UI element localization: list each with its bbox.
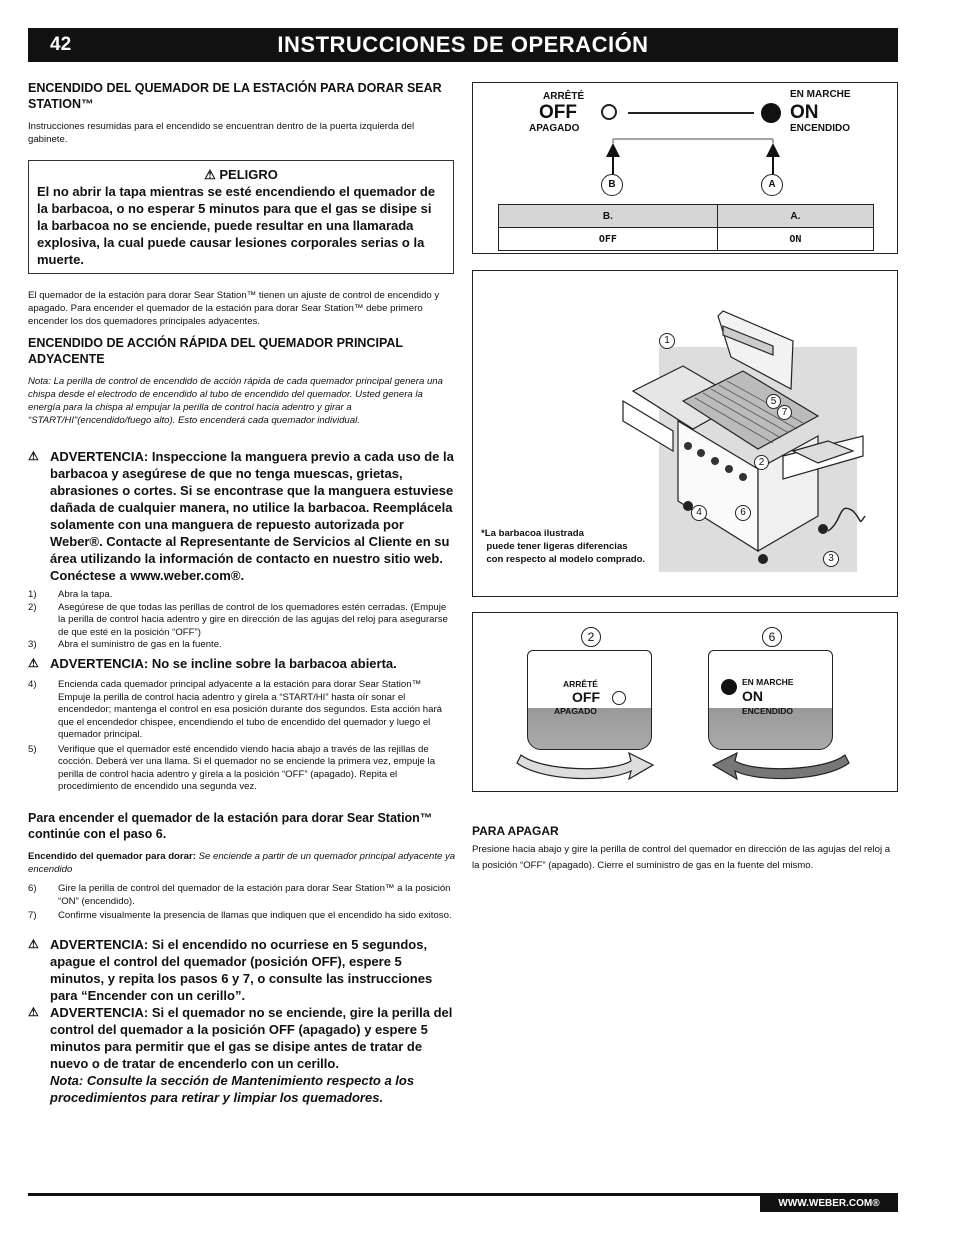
callout-2-knob: 2 <box>581 627 601 647</box>
knob-figure <box>472 612 898 792</box>
grill-caption: *La barbacoa ilustrada puede tener ligeras diferencias con respecto al modelo comprado. <box>481 528 646 565</box>
warning-hose-text: ADVERTENCIA: Inspeccione la manguera previo a cada uso de la barbacoa y asegúrese de que no tenga muescas, grietas, abrasiones o cortes. Si se encontrase que la manguera estuviese dañada de cualquier manera, no utilice la barbacoa. Reemplácela solamente con una manguera de repuesto autorizada por Weber®. Contacte al Representante de Servicios al Cliente en su área utilizando la información de contacto en nuestro sitio web. Conéctese a www.weber.com®. <box>50 449 454 583</box>
page-header <box>28 28 898 62</box>
maintenance-note: Nota: Consulte la sección de Mantenimiento respecto a los procedimientos para retirar y limpiar los quemadores. <box>50 1073 415 1105</box>
warning-hose <box>28 448 456 584</box>
turn-off-text: Presione hacia abajo y gire la perilla de control del quemador en dirección de las agujas del reloj a la posición “OFF” (apagado). Cierre el suministro de gas en la fuente del mismo. <box>472 844 891 871</box>
knob-on-es: ENCENDIDO <box>742 706 794 716</box>
warning-no-ignite-text: ADVERTENCIA: Si el encendido no ocurriese en 5 segundos, apague el control del quemador (posición OFF), espere 5 minutos, y repita los pasos 6 y 7, o consulte las instrucciones para “Encender con un cerillo”. <box>50 937 433 1003</box>
danger-text: El no abrir la tapa mientras se esté encendiendo el quemador de la barbacoa, o no esperar 5 minutos para que el gas se disipe si la barbacoa no se enciende, puede resultar en una llamarada explosiva, la cual puede causar lesiones corporales serias o la muerte. <box>37 184 436 267</box>
knob-off-es: APAGADO <box>554 706 597 716</box>
summary-text: Instrucciones resumidas para el encendido se encuentran dentro de la puerta izquierda del gabinete. <box>28 121 415 145</box>
on-label-fr: EN MARCHE <box>790 89 851 100</box>
off-label: OFF <box>539 102 577 123</box>
knob-on-fr: EN MARCHE <box>742 677 794 687</box>
danger-title: ⚠ PELIGRO <box>204 167 278 182</box>
knob-on-label: ON <box>742 688 763 704</box>
list-item: 7) Confirme visualmente la presencia de llamas que indiquen que el encendido ha sido exitoso. <box>28 910 452 921</box>
callout-7: 7 <box>777 405 792 420</box>
callout-6: 6 <box>735 505 751 521</box>
danger-box <box>28 160 454 274</box>
callout-6-knob: 6 <box>762 627 782 647</box>
rotate-clockwise-arrow-icon <box>511 741 661 781</box>
warning-lean <box>28 655 456 672</box>
indicator-line <box>628 112 754 114</box>
section-heading-sear: ENCENDIDO DEL QUEMADOR DE LA ESTACIÓN PARA DORAR SEAR STATION™ <box>28 81 442 111</box>
callout-a: A <box>761 174 783 196</box>
sear-intro-text: El quemador de la estación para dorar Sear Station™ tienen un ajuste de control de encendido y apagado. Para encender el quemador de la estación para dorar Sear Station™ debe primero encender los dos quemadores principales adyacentes. <box>28 290 440 327</box>
knob-off-label: OFF <box>572 689 600 705</box>
section-heading-quick-ignite: ENCENDIDO DE ACCIÓN RÁPIDA DEL QUEMADOR PRINCIPAL ADYACENTE <box>28 336 403 366</box>
callout-1: 1 <box>659 333 675 349</box>
on-label: ON <box>790 102 819 123</box>
page-number: 42 <box>50 34 72 55</box>
warning-icon: ⚠ <box>28 1005 39 1019</box>
warning-burner-off <box>28 1004 456 1106</box>
callout-b: B <box>601 174 623 196</box>
table-header-b: B. <box>499 205 718 228</box>
table-cell-b: OFF <box>499 228 718 251</box>
off-circle-icon <box>612 691 626 705</box>
steps-list-a <box>28 589 456 652</box>
off-label-es: APAGADO <box>529 123 580 134</box>
list-item: 6) Gire la perilla de control del quemador de la estación para dorar Sear Station™ a la posición “ON” (encendido). <box>28 883 451 907</box>
warning-icon: ⚠ <box>28 656 39 670</box>
steps-list-b <box>28 679 456 794</box>
ignition-note: Nota: La perilla de control de encendido de acción rápida de cada quemador principal genera una chispa desde el electrodo de encendido al tubo de encendido del quemador. Usted genera la energía para la chispa al empujar la perilla de control hacia adentro y girar a “START/HI”(encendido/fuego alto). Esto encenderá cada quemador individual. <box>28 376 443 426</box>
sear-continue-heading: Para encender el quemador de la estación para dorar Sear Station™ continúe con el paso 6. <box>28 811 433 841</box>
knob-off <box>527 650 652 750</box>
rotate-counterclockwise-arrow-icon <box>705 741 855 781</box>
switch-table <box>498 204 874 251</box>
list-item: 4) Encienda cada quemador principal adyacente a la estación para dorar Sear Station™ Empuje la perilla de control hacia adentro y gírela a “START/HI” hasta oír sonar el encendedor; mantenga el control en esa posición durante dos segundos. Esta acción hará que el encendedor chispee, encendiendo el tubo de encendido del quemador y luego el quemador principal. <box>28 679 443 740</box>
callout-5: 5 <box>766 394 781 409</box>
sear-ignition-line: Encendido del quemador para dorar: Se enciende a partir de un quemador principal adyacente ya encendido <box>28 851 456 875</box>
warning-burner-off-text: ADVERTENCIA: Si el quemador no se enciende, gire la perilla del control del quemador a la posición OFF (apagado) y espere 5 minutos para permitir que el gas se disipe antes de tratar de nuevo o de tratar de encenderlo con un cerillo. <box>50 1005 453 1071</box>
callout-4: 4 <box>691 505 707 521</box>
steps-list-c <box>28 883 456 923</box>
on-indicator-icon <box>761 103 781 123</box>
list-item: 1) Abra la tapa. <box>28 589 113 600</box>
off-label-fr: ARRÊTÉ <box>543 91 585 102</box>
callout-3: 3 <box>823 551 839 567</box>
warning-no-ignite <box>28 936 456 1004</box>
grill-figure <box>472 270 898 597</box>
on-circle-icon <box>721 679 737 695</box>
turn-off-heading: PARA APAGAR <box>472 824 559 838</box>
warning-lean-text: ADVERTENCIA: No se incline sobre la barbacoa abierta. <box>50 656 397 671</box>
warning-icon: ⚠ <box>28 937 39 951</box>
table-header-a: A. <box>717 205 873 228</box>
page-title: INSTRUCCIONES DE OPERACIÓN <box>277 32 649 57</box>
table-cell-a: ON <box>717 228 873 251</box>
list-item: 2) Asegúrese de que todas las perillas de control de los quemadores estén cerradas. (Empuje la perilla de control hacia adentro y gire en dirección de las agujas del reloj para asegurarse de que esté en la posición “OFF”) <box>28 601 448 638</box>
list-item: 3) Abra el suministro de gas en la fuente. <box>28 639 222 650</box>
warning-icon: ⚠ <box>28 449 39 463</box>
switch-figure <box>472 82 898 254</box>
on-label-es: ENCENDIDO <box>790 123 851 134</box>
footer-url: WWW.WEBER.COM® <box>760 1196 898 1212</box>
list-item: 5) Verifique que el quemador esté encendido viendo hacia abajo a través de las rejillas de cocción. Deberá ver una llama. Si el quemador no se enciende la primera vez, empuje la perilla de control hacia adentro y gírela a la posición “OFF” (apagado). Repita el procedimiento de encendido una segunda vez. <box>28 743 436 792</box>
knob-off-fr: ARRÊTÉ <box>563 679 598 689</box>
callout-2: 2 <box>754 455 769 470</box>
off-indicator-icon <box>601 104 617 120</box>
knob-on <box>708 650 833 750</box>
